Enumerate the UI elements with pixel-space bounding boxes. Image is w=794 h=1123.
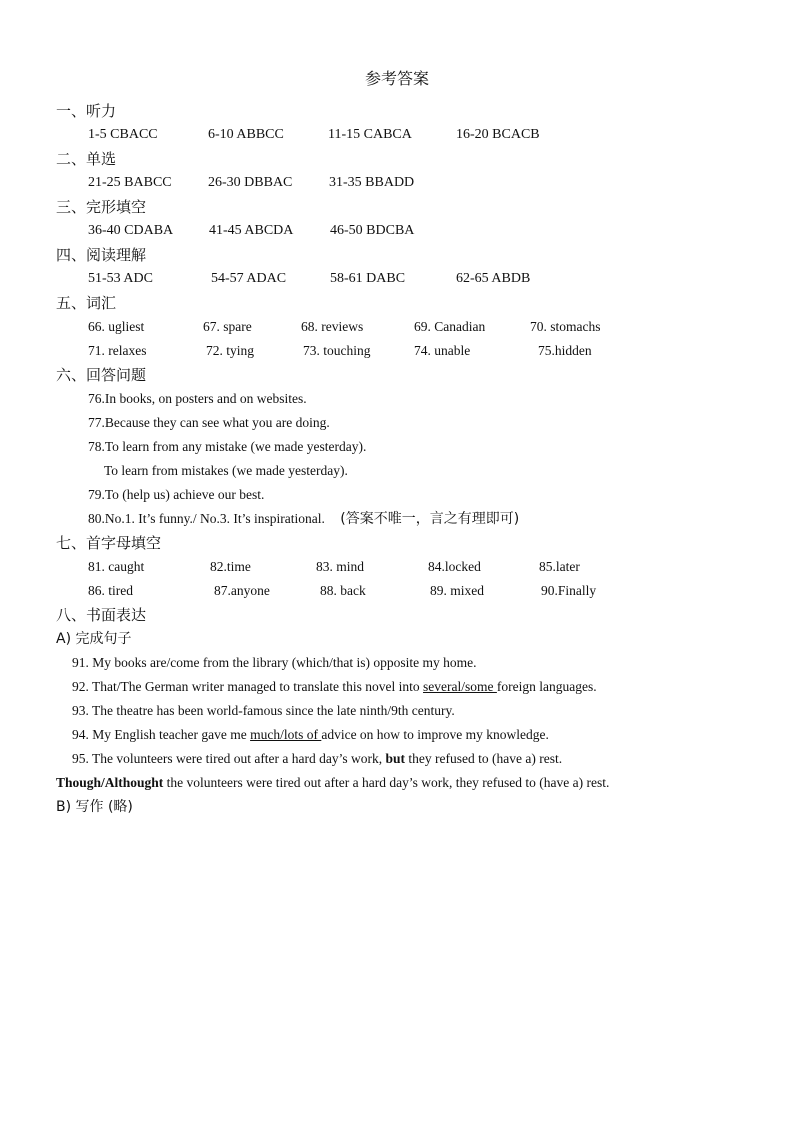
answer-group: 46-50 BDCBA (330, 223, 415, 238)
answer-group: 21-25 BABCC (88, 175, 172, 190)
answer-group: 16-20 BCACB (456, 127, 540, 142)
answer-item: 85.later (539, 559, 580, 574)
answer-93: 93. The theatre has been world-famous since the late ninth/9th century. (72, 703, 455, 718)
answer-77: 77.Because they can see what you are doing. (88, 415, 330, 430)
answer-94-underlined: much/lots of (250, 727, 322, 742)
answer-item: 66. ugliest (88, 319, 145, 334)
answer-group: 31-35 BBADD (329, 175, 415, 190)
answer-94 (72, 724, 549, 746)
answer-group: 6-10 ABBCC (208, 127, 284, 142)
answer-item: 84.locked (428, 559, 481, 574)
answers-row-listening (88, 124, 688, 146)
answer-95-text: 95. The volunteers were tired out after a hard day’s work, (72, 751, 386, 766)
answer-item: 73. touching (303, 343, 371, 358)
answer-95-alternative (56, 772, 609, 794)
answers-row-initial-letter-2 (88, 580, 688, 602)
answer-item: 68. reviews (301, 319, 364, 334)
answer-92-underlined: several/some (423, 679, 497, 694)
answer-95-alt-text: the volunteers were tired out after a hard day’s work, they refused to (have a) rest. (163, 775, 610, 790)
answer-group: 41-45 ABCDA (209, 223, 294, 238)
answer-item: 83. mind (316, 559, 365, 574)
answer-76: 76.In books, on posters and on websites. (88, 391, 307, 406)
section-heading-listening: 一、听力 (56, 102, 117, 120)
answer-item: 75.hidden (538, 343, 592, 358)
answer-95-bold: but (385, 751, 406, 766)
answer-group: 51-53 ADC (88, 271, 153, 286)
answer-94-text-end: advice on how to improve my knowledge. (321, 727, 549, 742)
answers-row-vocabulary-1 (88, 316, 688, 338)
part-a-heading: A) 完成句子 (56, 631, 132, 647)
answer-80 (88, 508, 519, 530)
answer-91: 91. My books are/come from the library (which/that is) opposite my home. (72, 655, 477, 670)
answer-item: 89. mixed (430, 583, 484, 598)
answer-78: 78.To learn from any mistake (we made yesterday). (88, 439, 367, 454)
answer-group: 11-15 CABCA (328, 127, 412, 142)
answers-row-cloze (88, 220, 688, 242)
part-b-heading: B) 写作 (略) (56, 799, 133, 815)
answer-group: 62-65 ABDB (456, 271, 531, 286)
answer-95-alt-bold: Though/Althought (56, 775, 164, 790)
answer-item: 71. relaxes (88, 343, 147, 358)
answers-row-reading (88, 268, 688, 290)
section-heading-single-choice: 二、单选 (56, 150, 117, 168)
answers-row-initial-letter-1 (88, 556, 688, 578)
answer-94-text: 94. My English teacher gave me (72, 727, 251, 742)
answer-80-note: (答案不唯一，言之有理即可) (340, 511, 520, 527)
answer-item: 74. unable (414, 343, 471, 358)
answer-95-text-end: they refused to (have a) rest. (405, 751, 563, 766)
page-title: 参考答案 (364, 69, 429, 88)
answer-92-text: 92. That/The German writer managed to translate this novel into (72, 679, 424, 694)
answer-item: 86. tired (88, 583, 133, 598)
answer-79: 79.To (help us) achieve our best. (88, 487, 265, 502)
section-heading-vocabulary: 五、词汇 (56, 294, 117, 312)
answer-92-text-end: foreign languages. (496, 679, 597, 694)
answer-group: 26-30 DBBAC (208, 175, 293, 190)
answer-group: 58-61 DABC (330, 271, 406, 286)
answer-item: 67. spare (203, 319, 252, 334)
answer-92 (72, 676, 597, 698)
answer-95 (72, 748, 562, 770)
answer-item: 70. stomachs (530, 319, 601, 334)
answer-80-text: 80.No.1. It’s funny./ No.3. It’s inspirational. (88, 511, 325, 526)
section-heading-cloze: 三、完形填空 (56, 198, 147, 216)
answer-group: 1-5 CBACC (88, 127, 158, 142)
section-heading-reading: 四、阅读理解 (56, 246, 147, 264)
answer-item: 90.Finally (541, 583, 597, 598)
section-heading-questions: 六、回答问题 (56, 366, 147, 384)
answer-item: 87.anyone (214, 583, 270, 598)
answers-row-single-choice (88, 172, 688, 194)
section-heading-initial-letter: 七、首字母填空 (56, 534, 162, 552)
answer-item: 88. back (320, 583, 366, 598)
section-heading-writing: 八、书面表达 (56, 606, 147, 624)
answer-item: 69. Canadian (414, 319, 486, 334)
answer-78-alternative: To learn from mistakes (we made yesterday). (104, 463, 348, 478)
answer-group: 36-40 CDABA (88, 223, 174, 238)
answer-item: 72. tying (206, 343, 255, 358)
answer-item: 81. caught (88, 559, 145, 574)
answers-row-vocabulary-2 (88, 340, 688, 362)
answer-group: 54-57 ADAC (211, 271, 287, 286)
answer-item: 82.time (210, 559, 251, 574)
